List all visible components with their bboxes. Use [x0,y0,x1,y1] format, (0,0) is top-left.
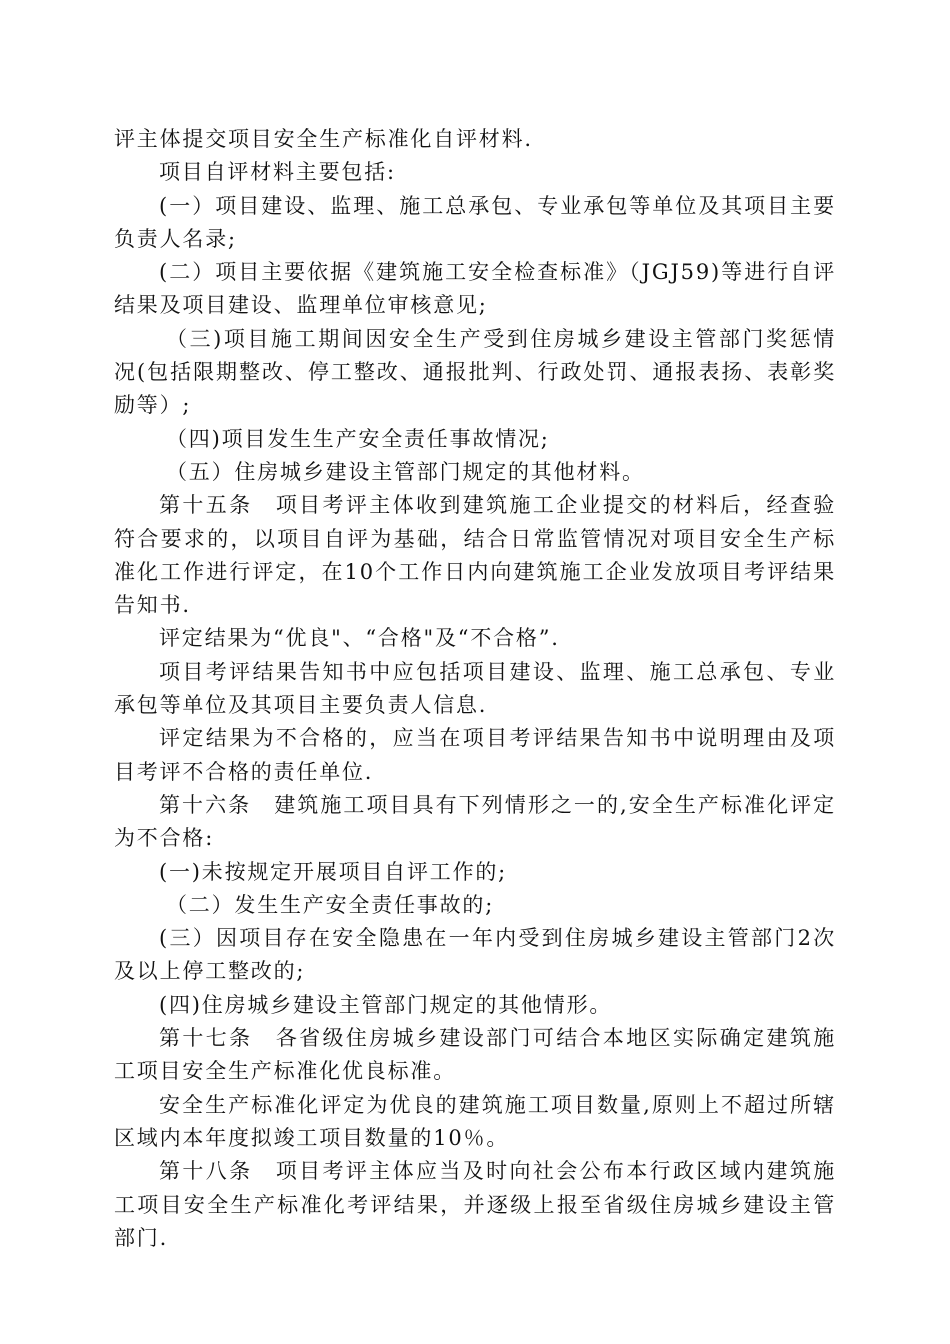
paragraph-continuation: 评主体提交项目安全生产标准化自评材料. [114,127,533,151]
paragraph-excellent-quota: 安全生产标准化评定为优良的建筑施工项目数量,原则上不超过所辖区域内本年度拟竣工项目数量的10％。 [114,1092,836,1150]
paragraph-article-18: 第十八条 项目考评主体应当及时向社会公布本行政区域内建筑施工项目安全生产标准化考评结果，并逐级上报至省级住房城乡建设主管部门. [114,1159,836,1250]
paragraph-item-4: （四)项目发生生产安全责任事故情况; [166,426,550,451]
paragraph-item-1: (一）项目建设、监理、施工总承包、专业承包等单位及其项目主要负责人名录; [114,193,836,251]
paragraph-article-15: 第十五条 项目考评主体收到建筑施工企业提交的材料后，经查验符合要求的，以项目自评为基础，结合日常监管情况对项目安全生产标准化工作进行评定，在10个工作日内向建筑施工企业发放项目考评结果告知书. [114,493,836,618]
paragraph-case-4: (四)住房城乡建设主管部门规定的其他情形。 [159,992,613,1017]
paragraph-notice-content: 项目考评结果告知书中应包括项目建设、监理、施工总承包、专业承包等单位及其项目主要负责人信息. [114,659,836,718]
paragraph-item-5: （五）住房城乡建设主管部门规定的其他材料。 [166,459,645,484]
paragraph-result-levels: 评定结果为“优良"、“合格"及“不合格”. [159,626,560,651]
document-body [114,123,836,1255]
paragraph-unqualified-reason: 评定结果为不合格的，应当在项目考评结果告知书中说明理由及项目考评不合格的责任单位. [114,726,836,784]
paragraph-case-1: (一)未按规定开展项目自评工作的; [159,859,508,884]
paragraph-case-2: （二）发生生产安全责任事故的; [166,892,495,917]
paragraph-case-3: (三）因项目存在安全隐患在一年内受到住房城乡建设主管部门2次及以上停工整改的; [114,926,836,984]
paragraph-materials-intro: 项目自评材料主要包括: [159,160,396,185]
paragraph-article-16: 第十六条 建筑施工项目具有下列情形之一的,安全生产标准化评定为不合格: [114,792,836,851]
paragraph-article-17: 第十七条 各省级住房城乡建设部门可结合本地区实际确定建筑施工项目安全生产标准化优良标准。 [114,1026,836,1084]
paragraph-item-2: (二）项目主要依据《建筑施工安全检查标准》（JGJ59)等进行自评结果及项目建设、监理单位审核意见; [114,260,836,318]
paragraph-item-3: （三)项目施工期间因安全生产受到住房城乡建设主管部门奖惩情况(包括限期整改、停工整改、通报批判、行政处罚、通报表扬、表彰奖励等）; [114,326,836,418]
